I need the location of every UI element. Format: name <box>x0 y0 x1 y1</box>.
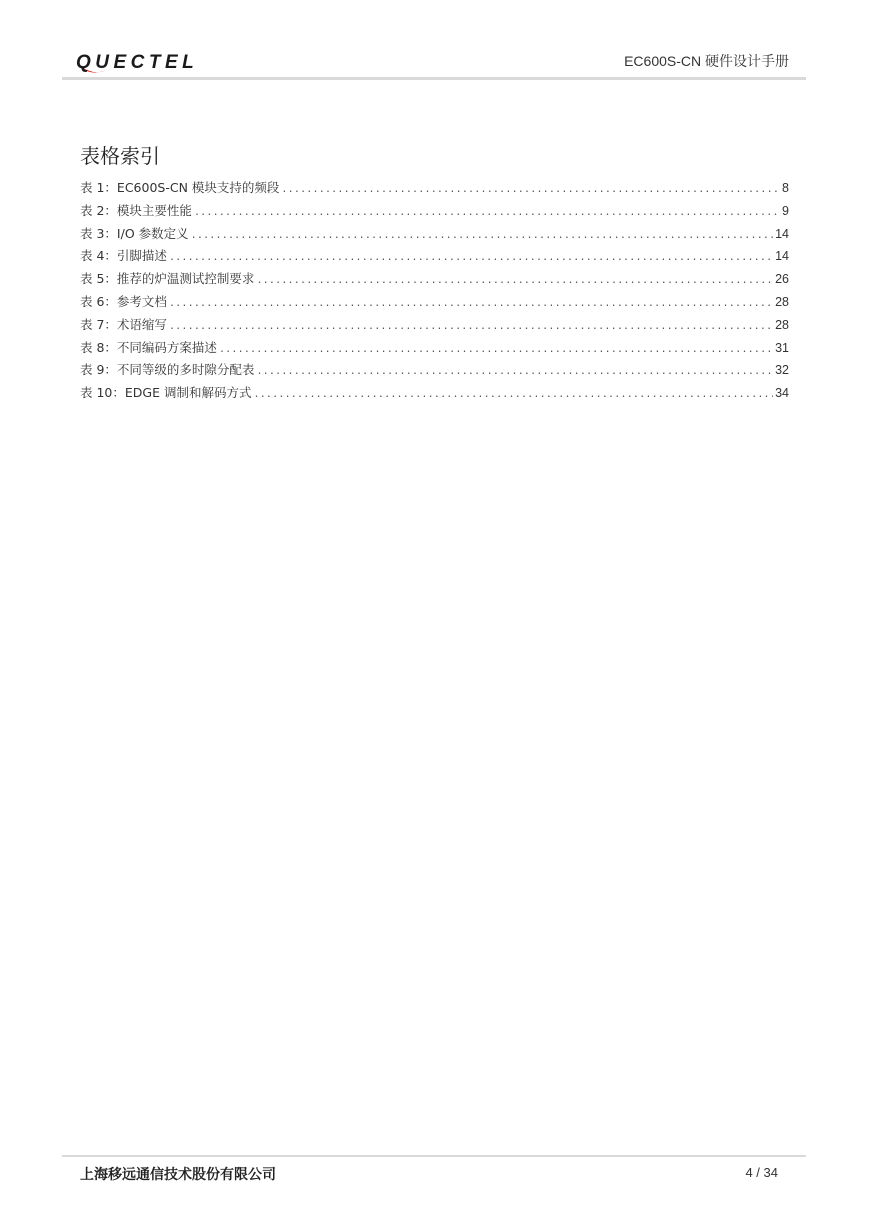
header-divider <box>62 77 806 80</box>
table-index-list <box>80 178 789 406</box>
toc-entry[interactable] <box>80 383 789 406</box>
footer-page-number: 4 / 34 <box>745 1165 778 1180</box>
logo-text: QUECTEL <box>76 52 199 73</box>
footer-company-name: 上海移远通信技术股份有限公司 <box>80 1167 276 1183</box>
toc-entry-label: 表 10：EDGE 调制和解码方式 <box>80 385 252 401</box>
toc-entry[interactable] <box>80 292 789 315</box>
toc-entry-page: 14 <box>775 226 789 241</box>
toc-entry-label: 表 3：I/O 参数定义 <box>80 225 189 241</box>
toc-entry-page: 32 <box>775 363 789 378</box>
toc-dot-leader <box>169 252 773 263</box>
document-title: EC600S-CN 硬件设计手册 <box>624 53 789 69</box>
toc-entry-page: 34 <box>775 386 789 401</box>
toc-dot-leader <box>194 207 780 218</box>
toc-entry-page: 28 <box>775 294 789 309</box>
page-title: 表格索引 <box>80 144 160 169</box>
toc-entry-page: 31 <box>775 340 789 355</box>
toc-entry-page: 26 <box>775 272 789 287</box>
toc-entry-label: 表 8：不同编码方案描述 <box>80 339 217 355</box>
toc-entry-label: 表 4：引脚描述 <box>80 248 167 264</box>
toc-dot-leader <box>169 321 773 332</box>
toc-entry-page: 14 <box>775 249 789 264</box>
toc-entry[interactable] <box>80 246 789 269</box>
toc-dot-leader <box>281 184 780 195</box>
footer-divider <box>62 1155 806 1157</box>
toc-dot-leader <box>256 275 773 286</box>
toc-dot-leader <box>191 230 773 241</box>
toc-entry-label: 表 7：术语缩写 <box>80 316 167 332</box>
toc-entry[interactable] <box>80 224 789 247</box>
toc-entry[interactable] <box>80 201 789 224</box>
toc-dot-leader <box>256 366 773 377</box>
toc-entry-page: 28 <box>775 317 789 332</box>
toc-entry[interactable] <box>80 338 789 361</box>
quectel-logo <box>76 48 226 76</box>
quectel-logo-graphic <box>76 48 226 76</box>
toc-entry-label: 表 2：模块主要性能 <box>80 202 192 218</box>
toc-dot-leader <box>169 298 773 309</box>
toc-entry[interactable] <box>80 360 789 383</box>
toc-dot-leader <box>219 344 773 355</box>
toc-entry-label: 表 9：不同等级的多时隙分配表 <box>80 362 255 378</box>
toc-entry-label: 表 1：EC600S-CN 模块支持的频段 <box>80 180 280 195</box>
toc-entry-label: 表 5：推荐的炉温测试控制要求 <box>80 271 255 287</box>
toc-entry[interactable] <box>80 178 789 201</box>
toc-entry-page: 8 <box>782 181 789 195</box>
toc-entry[interactable] <box>80 269 789 292</box>
toc-entry[interactable] <box>80 315 789 338</box>
toc-entry-label: 表 6：参考文档 <box>80 293 167 309</box>
toc-dot-leader <box>253 389 773 400</box>
toc-entry-page: 9 <box>782 203 789 218</box>
